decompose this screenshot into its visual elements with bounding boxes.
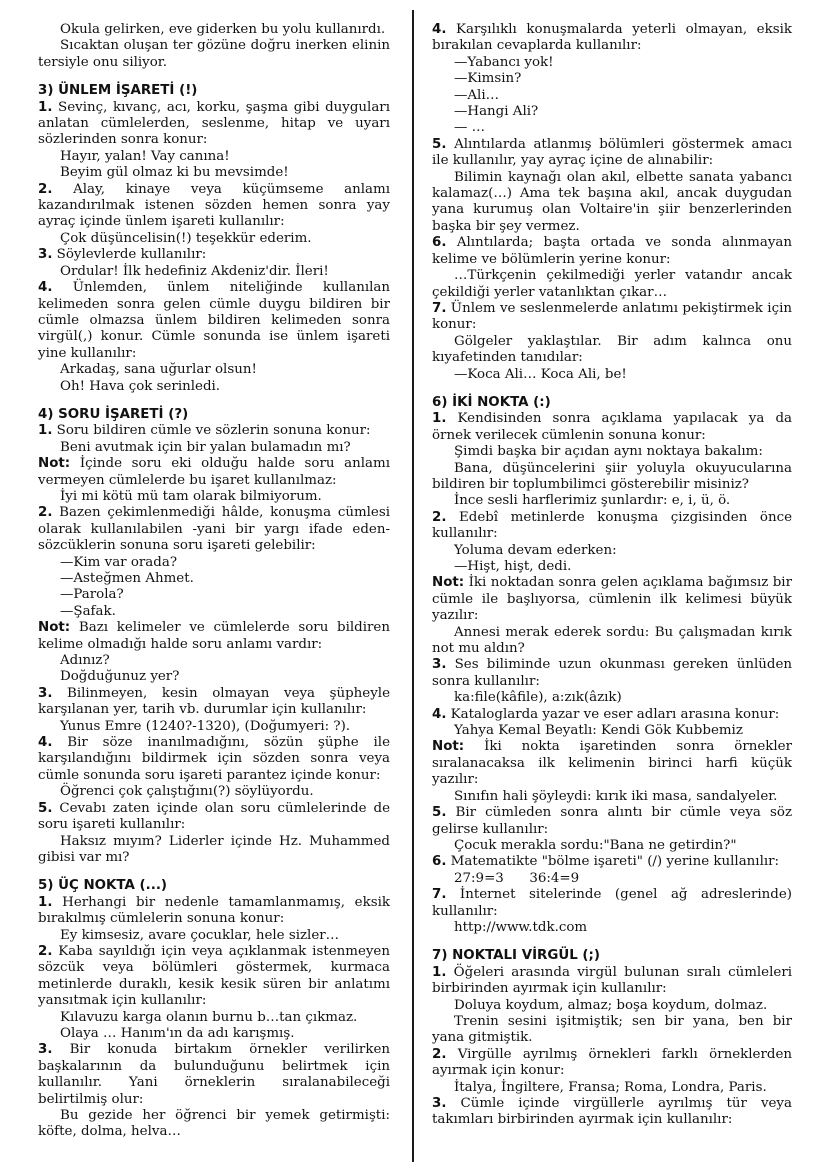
example-line: Ordular! İlk hedefiniz Akdeniz'dir. İleri! xyxy=(60,263,329,279)
rule-text: Kataloglarda yazar ve eser adları arasına konur: xyxy=(450,706,780,722)
dialogue-line: —Ali… xyxy=(454,87,500,103)
example-line: Kılavuzu karga olanın burnu b…tan çıkmaz. xyxy=(60,1009,358,1025)
note-item xyxy=(432,739,792,788)
rule-number: 1. xyxy=(38,423,53,439)
rule-item xyxy=(432,854,792,870)
rule-number: 2. xyxy=(38,943,53,959)
rule-item xyxy=(432,805,792,838)
rule-item xyxy=(432,1096,792,1129)
dialogue-line: —Yabancı yok! xyxy=(454,54,554,70)
note-label: Not: xyxy=(38,620,71,636)
note-label: Not: xyxy=(432,575,465,591)
rule-text: Cümle içinde virgüllerle ayrılmış tür veya takımları birbirinden ayırmak için kullanılır: xyxy=(432,1096,792,1128)
dialogue-line: — … xyxy=(454,120,486,136)
rule-number: 7. xyxy=(432,887,447,903)
rule-number: 5. xyxy=(432,805,447,821)
url-example: http://www.tdk.com xyxy=(454,919,588,935)
note-item xyxy=(38,456,390,489)
note-text: İki nokta işaretinden sonra örnekler sıralanacaksa ilk kelimenin birinci harfi küçük yazılır: xyxy=(432,739,792,788)
rule-number: 4. xyxy=(432,22,447,37)
rule-item xyxy=(432,137,792,170)
example-line: 27:9=3 36:4=9 xyxy=(454,870,580,886)
rule-item xyxy=(38,280,390,362)
rule-text: Herhangi bir nedenle tamamlanmamış, eksik bırakılmış cümlelerin sonuna konur: xyxy=(38,894,390,927)
rule-text: Kendisinden sonra açıklama yapılacak ya da örnek verilecek cümlenin sonuna konur: xyxy=(432,411,792,443)
rule-item xyxy=(38,182,390,231)
rule-text: Matematikte "bölme işareti" (/) yerine kullanılır: xyxy=(450,854,780,870)
rule-number: 1. xyxy=(432,411,447,427)
example-line: Doluya koydum, almaz; boşa koydum, dolmaz. xyxy=(454,997,768,1013)
example-line: Öğrenci çok çalıştığını(?) söylüyordu. xyxy=(60,784,314,800)
example-line: Bu gezide her öğrenci bir yemek getirmişti: köfte, dolma, helva… xyxy=(38,1108,390,1140)
rule-text: Virgülle ayrılmış örnekleri farklı örneklerden ayırmak için konur: xyxy=(432,1046,792,1079)
left-column xyxy=(38,22,390,1141)
rule-text: Bir söze inanılmadığını, sözün şüphe ile karşılandığını bildirmek için sözden sonra veya cümle sonunda soru işareti parantez içinde konur: xyxy=(38,735,390,783)
rule-item xyxy=(432,411,792,444)
example-line: Olaya … Hanım'ın da adı karışmış. xyxy=(60,1025,295,1041)
rule-item xyxy=(432,657,792,690)
rule-item xyxy=(432,235,792,268)
rule-number: 3. xyxy=(38,1042,53,1058)
example-line: İtalya, İngiltere, Fransa; Roma, Londra, Paris. xyxy=(454,1079,767,1095)
rule-item xyxy=(38,686,390,719)
rule-item xyxy=(432,22,792,55)
right-column xyxy=(432,22,792,1129)
example-line: Ey kimsesiz, avare çocuklar, hele sizler… xyxy=(60,927,340,943)
example-line: Bilimin kaynağı olan akıl, elbette sanata yabancı kalamaz(…) Ama tek başına akıl, ancak duygudan yana kurumuş olan Voltaire'in şiir benzerlerinden başka bir şey vermez. xyxy=(432,169,792,234)
rule-text: Öğeleri arasında virgül bulunan sıralı cümleleri birbirinden ayırmak için kullanılır: xyxy=(432,964,793,997)
example-line: Sınıfın hali şöyleydi: kırık iki masa, sandalyeler. xyxy=(454,788,778,804)
example-line: Bana, düşüncelerini şiir yoluyla okuyucularına bildiren bir toplumbilimci gösterebilir misiniz? xyxy=(432,460,792,492)
rule-text: Ses biliminde uzun okunması gereken ünlüden sonra kullanılır: xyxy=(432,657,792,689)
dialogue-line: —Parola? xyxy=(60,587,124,603)
rule-item xyxy=(432,965,792,998)
rule-text: Sevinç, kıvanç, acı, korku, şaşma gibi duyguları anlatan cümlelerden, seslenme, hitap ve uyarı sözlerinden sonra konur: xyxy=(38,99,390,148)
rule-number: 3. xyxy=(432,657,447,673)
example-line: Hayır, yalan! Vay canına! xyxy=(60,148,230,164)
rule-number: 6. xyxy=(432,235,447,251)
rule-number: 1. xyxy=(38,99,53,115)
rule-number: 7. xyxy=(432,300,447,316)
rule-item xyxy=(38,944,390,1010)
rule-number: 3. xyxy=(38,247,53,263)
example-line: …Türkçenin çekilmediği yerler vatandır ancak çekildiği yerler vatanlıktan çıkar… xyxy=(432,268,792,300)
dialogue-line: —Hangi Ali? xyxy=(454,104,539,120)
example-line: Gölgeler yaklaştılar. Bir adım kalınca onu kıyafetinden tanıdılar: xyxy=(432,333,792,366)
rule-text: İnternet sitelerinde (genel ağ adreslerinde) kullanılır: xyxy=(432,887,792,919)
intro-line: Sıcaktan oluşan ter gözüne doğru inerken elinin tersiyle onu siliyor. xyxy=(38,38,390,70)
example-line: Yunus Emre (1240?-1320), (Doğumyeri: ?). xyxy=(60,718,351,734)
example-line: Yahya Kemal Beyatlı: Kendi Gök Kubbemiz xyxy=(454,723,743,739)
rule-number: 3. xyxy=(38,685,53,701)
rule-number: 2. xyxy=(38,181,53,197)
section-heading: 3) ÜNLEM İŞARETİ (!) xyxy=(38,83,198,99)
rule-item xyxy=(38,1042,390,1108)
rule-number: 5. xyxy=(432,136,447,152)
rule-number: 2. xyxy=(38,505,53,521)
example-line: Beni avutmak için bir yalan bulamadın mı? xyxy=(60,439,351,455)
rule-item xyxy=(38,423,390,439)
example-line: Çok düşüncelisin(!) teşekkür ederim. xyxy=(60,230,312,246)
rule-number: 2. xyxy=(432,509,447,525)
example-line: Yoluma devam ederken: xyxy=(454,542,617,558)
rule-number: 1. xyxy=(38,894,53,910)
example-line: Doğduğunuz yer? xyxy=(60,669,180,685)
rule-item xyxy=(38,801,390,834)
dialogue-line: —Hişt, hişt, dedi. xyxy=(454,559,572,574)
rule-item xyxy=(38,895,390,928)
rule-text: Alıntılarda; başta ortada ve sonda alınmayan kelime ve bölümlerin yerine konur: xyxy=(432,235,792,267)
example-line: ka:file(kâfile), a:zık(âzık) xyxy=(454,690,622,706)
rule-text: Bilinmeyen, kesin olmayan veya şüpheyle karşılanan yer, tarih vb. durumlar için kullanılır: xyxy=(38,685,390,718)
rule-number: 3. xyxy=(432,1096,447,1111)
example-line: Beyim gül olmaz ki bu mevsimde! xyxy=(60,165,289,181)
dialogue-line: —Kim var orada? xyxy=(60,554,178,570)
note-text: İki noktadan sonra gelen açıklama bağımsız bir cümle ile başlıyorsa, cümlenin ilk kelimesi büyük yazılır: xyxy=(432,575,792,624)
rule-text: Bir konuda birtakım örnekler verilirken başkalarının da bulunduğunu belirtmek için kullanılır. Yani örneklerin sıralanabileceği belirtilmiş olur: xyxy=(38,1042,390,1107)
section-heading: 7) NOKTALI VİRGÜL (;) xyxy=(432,948,601,964)
rule-text: Soru bildiren cümle ve sözlerin sonuna konur: xyxy=(56,423,371,439)
rule-item xyxy=(38,505,390,554)
note-label: Not: xyxy=(432,739,465,755)
note-item xyxy=(38,620,390,653)
rule-text: Alıntılarda atlanmış bölümleri göstermek amacı ile kullanılır, yay ayraç içine de alınabilir: xyxy=(432,136,793,169)
rule-item xyxy=(432,1047,792,1080)
dialogue-line: —Kimsin? xyxy=(454,71,522,87)
rule-text: Söylevlerde kullanılır: xyxy=(56,247,207,263)
rule-number: 2. xyxy=(432,1046,447,1062)
note-text: Bazı kelimeler ve cümlelerde soru bildiren kelime olmadığı halde soru anlamı vardır: xyxy=(38,620,390,652)
rule-text: Karşılıklı konuşmalarda yeterli olmayan, eksik bırakılan cevaplarda kullanılır: xyxy=(432,22,792,54)
rule-text: Ünlem ve seslenmelerde anlatımı pekiştirmek için konur: xyxy=(432,300,792,333)
rule-number: 1. xyxy=(432,964,447,980)
intro-line: Okula gelirken, eve giderken bu yolu kullanırdı. xyxy=(60,22,386,37)
note-item xyxy=(432,575,792,624)
rule-number: 6. xyxy=(432,854,447,870)
example-line: İnce sesli harflerimiz şunlardır: e, i, ü, ö. xyxy=(454,493,731,509)
example-line: Annesi merak ederek sordu: Bu çalışmadan kırık not mu aldın? xyxy=(432,624,792,657)
example-line: Trenin sesini işitmiştik; sen bir yana, ben bir yana gitmiştik. xyxy=(432,1013,792,1046)
rule-item xyxy=(432,510,792,543)
rule-item xyxy=(432,707,792,723)
rule-text: Alay, kinaye veya küçümseme anlamı kazandırılmak istenen sözden hemen sonra yay ayraç içinde ünlem işareti kullanılır: xyxy=(38,181,390,230)
rule-text: Bir cümleden sonra alıntı bir cümle veya söz gelirse kullanılır: xyxy=(432,805,792,837)
rule-text: Cevabı zaten içinde olan soru cümlelerinde de soru işareti kullanılır: xyxy=(38,800,390,833)
dialogue-line: —Koca Ali… Koca Ali, be! xyxy=(454,366,627,382)
example-line: Adınız? xyxy=(60,653,110,669)
example-line: Haksız mıyım? Liderler içinde Hz. Muhammed gibisi var mı? xyxy=(38,833,390,865)
rule-item xyxy=(432,887,792,920)
rule-text: Ünlemden, ünlem niteliğinde kullanılan kelimeden sonra gelen cümle duygu bildiren bir cümle olmazsa ünlem bildiren kelimeden sonra virgül(,) konur. Cümle sonunda ise ünlem işareti yine kullanılır: xyxy=(38,280,390,361)
example-line: Çocuk merakla sordu:"Bana ne getirdin?" xyxy=(454,837,737,853)
note-label: Not: xyxy=(38,456,71,472)
section-heading: 4) SORU İŞARETİ (?) xyxy=(38,406,189,422)
example-line: Oh! Hava çok serinledi. xyxy=(60,378,221,394)
rule-number: 4. xyxy=(38,280,53,296)
example-line: Arkadaş, sana uğurlar olsun! xyxy=(60,362,257,378)
dialogue-line: —Şafak. xyxy=(60,603,116,619)
rule-item xyxy=(38,247,390,263)
rule-text: Edebî metinlerde konuşma çizgisinden önce kullanılır: xyxy=(432,509,792,542)
section-heading: 5) ÜÇ NOKTA (...) xyxy=(38,878,168,894)
rule-number: 5. xyxy=(38,800,53,816)
section-heading: 6) İKİ NOKTA (:) xyxy=(432,394,551,410)
rule-item xyxy=(38,100,390,149)
rule-text: Kaba sayıldığı için veya açıklanmak istenmeyen sözcük veya bölümleri göstermek, kurmaca metinlerde duraklı, kesik kesik süren bir anlatımı yansıtmak için kullanılır: xyxy=(38,943,390,1009)
rule-item xyxy=(432,301,792,334)
example-line: Şimdi başka bir açıdan aynı noktaya bakalım: xyxy=(454,444,763,460)
rule-number: 4. xyxy=(38,735,53,751)
rule-number: 4. xyxy=(432,706,447,722)
example-line: İyi mi kötü mü tam olarak bilmiyorum. xyxy=(60,488,322,504)
column-divider xyxy=(412,10,414,1162)
dialogue-line: —Asteğmen Ahmet. xyxy=(60,571,194,586)
rule-text: Bazen çekimlenmediği hâlde, konuşma cümlesi olarak kullanılabilen -yani bir yargı ifade eden- sözcüklerin sonuna soru işareti gelebilir: xyxy=(38,505,391,554)
note-text: İçinde soru eki olduğu halde soru anlamı vermeyen cümlelerde bu işaret kullanılmaz: xyxy=(38,456,390,488)
rule-item xyxy=(38,735,390,784)
